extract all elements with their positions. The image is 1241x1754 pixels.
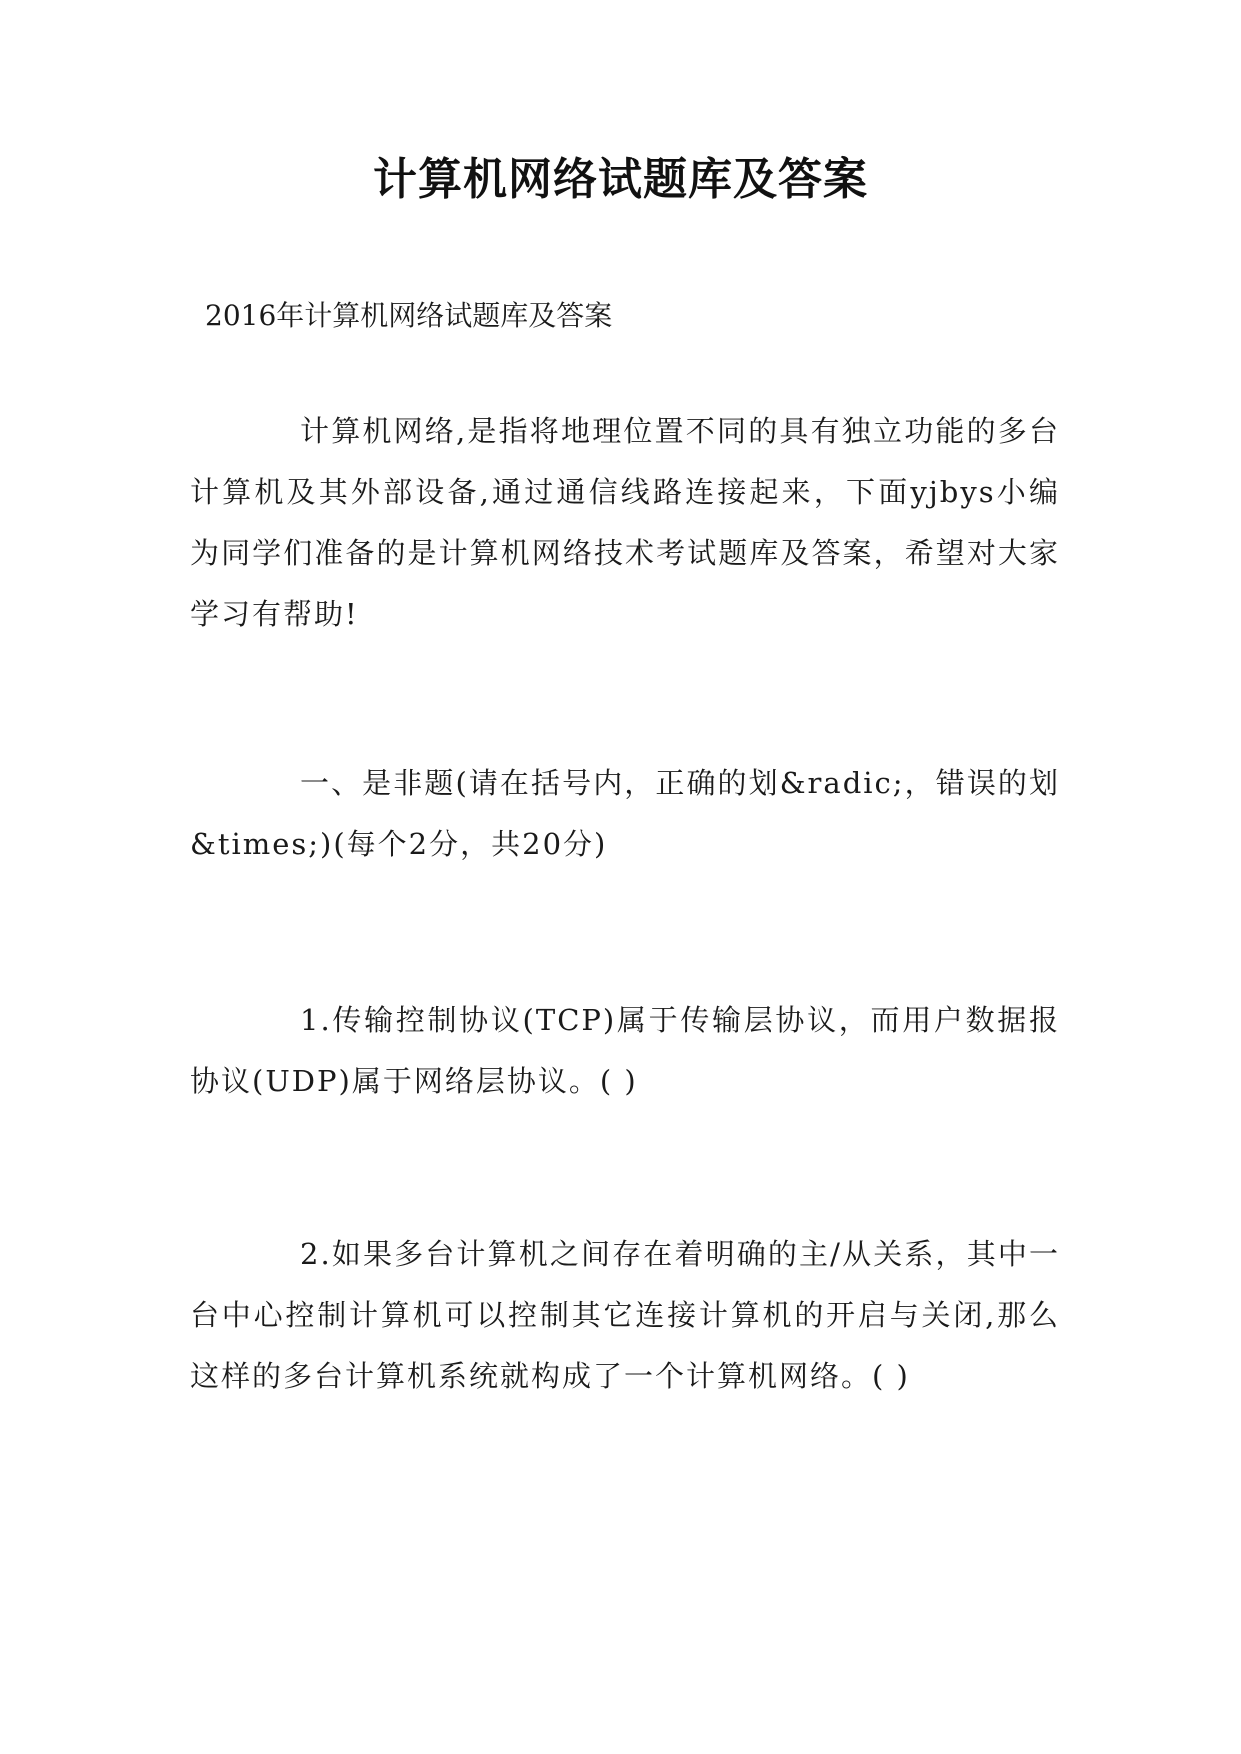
question-item: 1.传输控制协议(TCP)属于传输层协议，而用户数据报协议(UDP)属于网络层协议。( ) [190,1003,1060,1098]
intro-paragraph: 计算机网络,是指将地理位置不同的具有独立功能的多台计算机及其外部设备,通过通信线路连接起来，下面yjbys小编为同学们准备的是计算机网络技术考试题库及答案，希望对大家学习有帮助! [190,414,1060,631]
section-heading: 一、是非题(请在括号内，正确的划&radic;，错误的划&times;)(每个2分，共20分) [190,766,1060,861]
document-title: 计算机网络试题库及答案 [373,154,868,205]
document-subtitle: 2016年计算机网络试题库及答案 [205,299,613,332]
question-item: 2.如果多台计算机之间存在着明确的主/从关系，其中一台中心控制计算机可以控制其它连接计算机的开启与关闭,那么这样的多台计算机系统就构成了一个计算机网络。( ) [190,1237,1060,1393]
